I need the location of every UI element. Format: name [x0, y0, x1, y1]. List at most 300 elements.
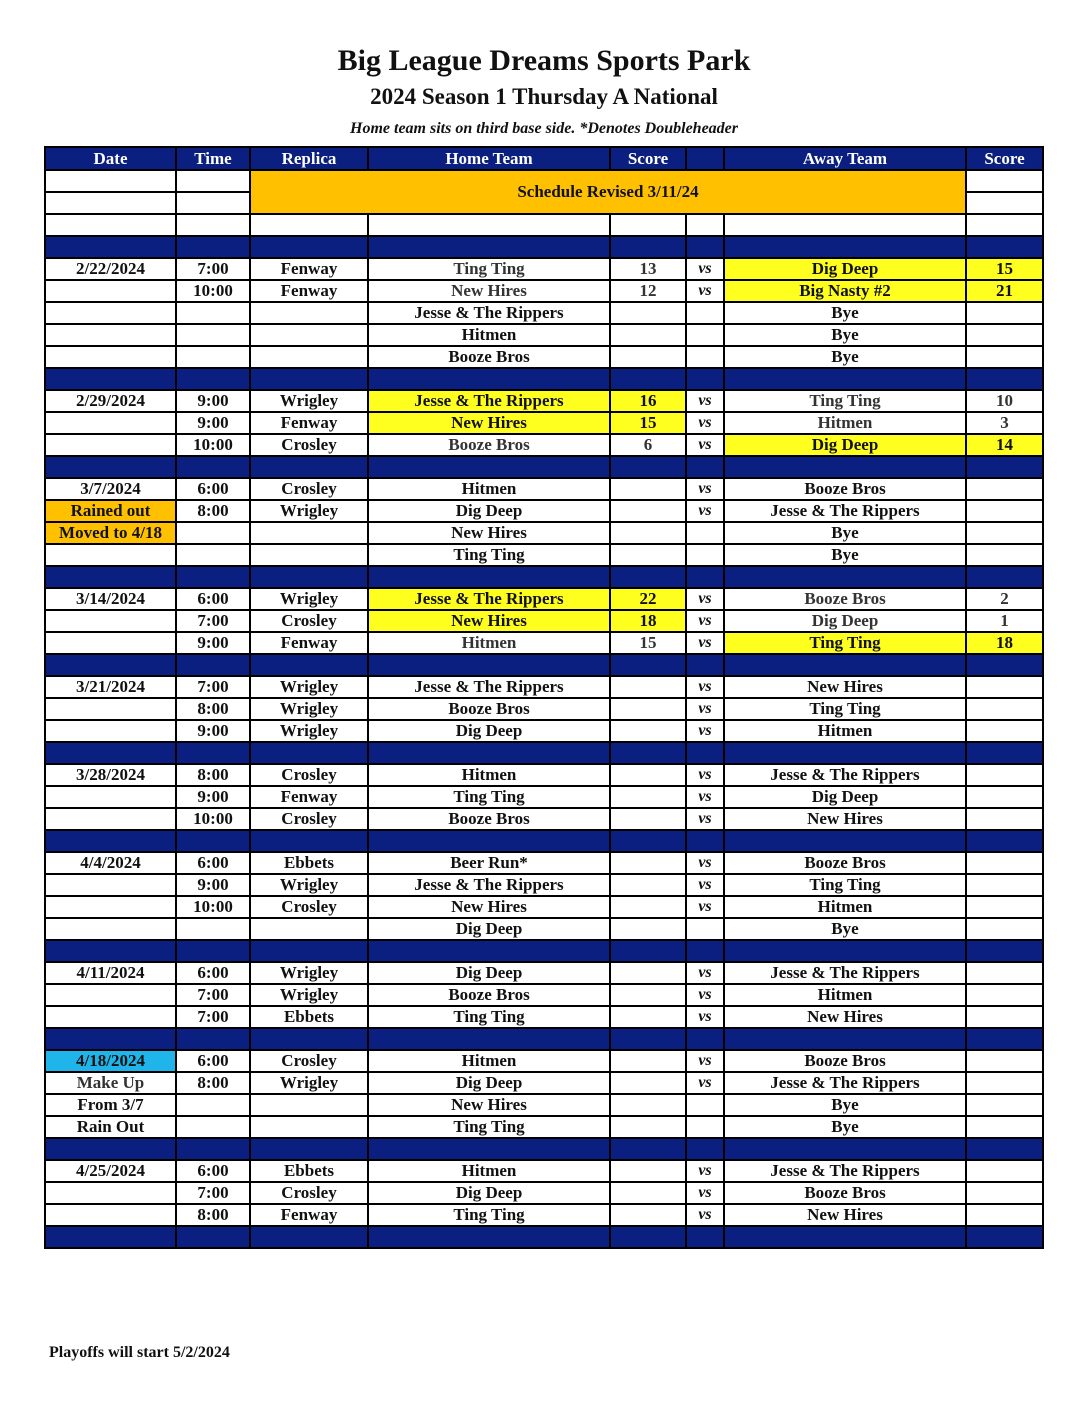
schedule-table: [44, 146, 1044, 1249]
game-date: 3/7/2024: [45, 478, 176, 500]
game-replica-field: [250, 302, 368, 324]
game-replica-field: Fenway: [250, 1204, 368, 1226]
game-time: 6:00: [176, 1160, 250, 1182]
separator-cell: [966, 566, 1043, 588]
vs-label: [686, 346, 724, 368]
game-date: [45, 610, 176, 632]
separator-cell: [45, 456, 176, 478]
home-score: [610, 698, 686, 720]
vs-label: vs: [686, 478, 724, 500]
home-team: New Hires: [368, 1094, 610, 1116]
home-score: [610, 324, 686, 346]
separator-cell: [176, 742, 250, 764]
separator-cell: [686, 654, 724, 676]
vs-label: vs: [686, 896, 724, 918]
away-score: [966, 786, 1043, 808]
separator-cell: [724, 1138, 966, 1160]
separator-cell: [610, 456, 686, 478]
game-date: [45, 346, 176, 368]
separator-cell: [176, 566, 250, 588]
game-row: [45, 302, 1043, 324]
home-team: Dig Deep: [368, 1182, 610, 1204]
home-team: Hitmen: [368, 1160, 610, 1182]
away-team: New Hires: [724, 1204, 966, 1226]
vs-label: vs: [686, 1160, 724, 1182]
game-time: 10:00: [176, 808, 250, 830]
home-score: [610, 896, 686, 918]
game-date: [45, 984, 176, 1006]
separator-cell: [686, 1138, 724, 1160]
game-replica-field: Crosley: [250, 434, 368, 456]
separator-cell: [176, 1028, 250, 1050]
week-separator-row: [45, 1226, 1043, 1248]
col-header-vs: [686, 147, 724, 170]
away-score: [966, 522, 1043, 544]
separator-cell: [686, 236, 724, 258]
game-date: Rained out: [45, 500, 176, 522]
home-team: Hitmen: [368, 1050, 610, 1072]
vs-label: vs: [686, 434, 724, 456]
home-score: [610, 1050, 686, 1072]
home-score: 12: [610, 280, 686, 302]
separator-cell: [724, 368, 966, 390]
vs-label: vs: [686, 610, 724, 632]
home-team: Beer Run*: [368, 852, 610, 874]
separator-cell: [686, 1226, 724, 1248]
home-score: 18: [610, 610, 686, 632]
home-team: Ting Ting: [368, 544, 610, 566]
game-replica-field: Ebbets: [250, 1160, 368, 1182]
separator-cell: [250, 236, 368, 258]
separator-cell: [368, 742, 610, 764]
game-row: [45, 258, 1043, 280]
game-time: [176, 1116, 250, 1138]
col-header-date: Date: [45, 147, 176, 170]
separator-cell: [176, 368, 250, 390]
game-date: From 3/7: [45, 1094, 176, 1116]
game-date: [45, 786, 176, 808]
game-date: 4/18/2024: [45, 1050, 176, 1072]
week-separator-row: [45, 830, 1043, 852]
col-header-time: Time: [176, 147, 250, 170]
separator-cell: [610, 1028, 686, 1050]
blank-cell: [610, 214, 686, 236]
away-team: Bye: [724, 918, 966, 940]
separator-cell: [724, 236, 966, 258]
home-score: 16: [610, 390, 686, 412]
away-team: New Hires: [724, 676, 966, 698]
away-score: [966, 346, 1043, 368]
home-score: 13: [610, 258, 686, 280]
home-team: New Hires: [368, 280, 610, 302]
away-team: Bye: [724, 346, 966, 368]
separator-cell: [368, 830, 610, 852]
vs-label: vs: [686, 984, 724, 1006]
separator-cell: [368, 456, 610, 478]
vs-label: vs: [686, 852, 724, 874]
vs-label: [686, 1094, 724, 1116]
blank-cell: [176, 192, 250, 214]
game-row: [45, 280, 1043, 302]
separator-cell: [724, 566, 966, 588]
game-row: [45, 500, 1043, 522]
game-replica-field: Wrigley: [250, 1072, 368, 1094]
home-score: [610, 764, 686, 786]
away-team: Jesse & The Rippers: [724, 764, 966, 786]
home-score: 15: [610, 632, 686, 654]
game-replica-field: [250, 346, 368, 368]
separator-cell: [368, 1226, 610, 1248]
away-team: Hitmen: [724, 720, 966, 742]
blank-cell: [966, 170, 1043, 192]
away-score: 3: [966, 412, 1043, 434]
game-row: [45, 390, 1043, 412]
away-score: [966, 962, 1043, 984]
vs-label: vs: [686, 1204, 724, 1226]
vs-label: vs: [686, 874, 724, 896]
separator-cell: [368, 940, 610, 962]
vs-label: vs: [686, 962, 724, 984]
game-replica-field: Wrigley: [250, 698, 368, 720]
game-time: 8:00: [176, 764, 250, 786]
separator-cell: [368, 236, 610, 258]
game-date: Moved to 4/18: [45, 522, 176, 544]
schedule-body: [45, 170, 1043, 1248]
game-date: [45, 698, 176, 720]
separator-cell: [966, 940, 1043, 962]
game-date: 2/22/2024: [45, 258, 176, 280]
vs-label: vs: [686, 698, 724, 720]
game-replica-field: Crosley: [250, 896, 368, 918]
home-team: Booze Bros: [368, 984, 610, 1006]
game-row: [45, 588, 1043, 610]
game-replica-field: [250, 1116, 368, 1138]
game-replica-field: Crosley: [250, 610, 368, 632]
separator-cell: [45, 1226, 176, 1248]
game-replica-field: Wrigley: [250, 962, 368, 984]
game-row: [45, 346, 1043, 368]
game-time: 7:00: [176, 610, 250, 632]
away-score: 15: [966, 258, 1043, 280]
home-score: [610, 720, 686, 742]
game-date: [45, 1204, 176, 1226]
week-separator-row: [45, 742, 1043, 764]
game-replica-field: Ebbets: [250, 1006, 368, 1028]
away-team: New Hires: [724, 1006, 966, 1028]
away-team: Bye: [724, 324, 966, 346]
away-score: 10: [966, 390, 1043, 412]
vs-label: vs: [686, 390, 724, 412]
schedule-revised-banner: Schedule Revised 3/11/24: [250, 170, 966, 214]
separator-cell: [724, 1226, 966, 1248]
game-date: 4/4/2024: [45, 852, 176, 874]
game-replica-field: Fenway: [250, 280, 368, 302]
blank-cell: [45, 214, 176, 236]
game-replica-field: [250, 544, 368, 566]
separator-cell: [724, 940, 966, 962]
blank-cell: [45, 170, 176, 192]
away-team: Hitmen: [724, 984, 966, 1006]
separator-cell: [368, 1028, 610, 1050]
vs-label: [686, 324, 724, 346]
game-row: [45, 764, 1043, 786]
separator-cell: [724, 742, 966, 764]
separator-cell: [966, 456, 1043, 478]
game-replica-field: Crosley: [250, 1182, 368, 1204]
separator-cell: [368, 654, 610, 676]
game-row: [45, 698, 1043, 720]
game-row: [45, 918, 1043, 940]
away-score: [966, 896, 1043, 918]
separator-cell: [45, 368, 176, 390]
away-score: [966, 478, 1043, 500]
home-score: [610, 984, 686, 1006]
game-row: [45, 676, 1043, 698]
game-time: [176, 302, 250, 324]
home-team: Dig Deep: [368, 720, 610, 742]
game-time: 9:00: [176, 720, 250, 742]
away-team: Ting Ting: [724, 390, 966, 412]
away-team: Jesse & The Rippers: [724, 962, 966, 984]
game-replica-field: Fenway: [250, 412, 368, 434]
separator-cell: [610, 742, 686, 764]
game-row: [45, 412, 1043, 434]
separator-cell: [686, 566, 724, 588]
game-replica-field: Crosley: [250, 478, 368, 500]
separator-cell: [45, 1028, 176, 1050]
game-row: [45, 1160, 1043, 1182]
blank-cell: [176, 170, 250, 192]
separator-cell: [686, 742, 724, 764]
banner-row: [45, 170, 1043, 192]
home-score: 15: [610, 412, 686, 434]
game-time: 9:00: [176, 786, 250, 808]
blank-row: [45, 214, 1043, 236]
away-team: Jesse & The Rippers: [724, 500, 966, 522]
week-separator-row: [45, 1028, 1043, 1050]
separator-cell: [176, 456, 250, 478]
away-score: 2: [966, 588, 1043, 610]
separator-cell: [686, 456, 724, 478]
home-score: [610, 1072, 686, 1094]
game-replica-field: Wrigley: [250, 874, 368, 896]
game-row: [45, 478, 1043, 500]
vs-label: [686, 522, 724, 544]
game-date: 3/28/2024: [45, 764, 176, 786]
home-team: Booze Bros: [368, 434, 610, 456]
away-team: Ting Ting: [724, 698, 966, 720]
game-replica-field: Wrigley: [250, 500, 368, 522]
away-score: [966, 324, 1043, 346]
home-score: [610, 478, 686, 500]
home-team: Hitmen: [368, 478, 610, 500]
home-team: Jesse & The Rippers: [368, 390, 610, 412]
away-team: Big Nasty #2: [724, 280, 966, 302]
away-team: Dig Deep: [724, 610, 966, 632]
home-score: [610, 918, 686, 940]
game-time: 6:00: [176, 852, 250, 874]
game-date: [45, 544, 176, 566]
away-score: 21: [966, 280, 1043, 302]
away-team: Booze Bros: [724, 1182, 966, 1204]
away-score: 1: [966, 610, 1043, 632]
home-score: [610, 1094, 686, 1116]
home-score: [610, 1182, 686, 1204]
home-score: [610, 302, 686, 324]
game-time: 8:00: [176, 500, 250, 522]
vs-label: vs: [686, 808, 724, 830]
home-score: [610, 676, 686, 698]
game-row: [45, 896, 1043, 918]
game-replica-field: Fenway: [250, 632, 368, 654]
game-time: 9:00: [176, 632, 250, 654]
home-team: Ting Ting: [368, 1116, 610, 1138]
separator-cell: [610, 368, 686, 390]
away-score: [966, 852, 1043, 874]
away-score: [966, 720, 1043, 742]
game-row: [45, 852, 1043, 874]
home-team: New Hires: [368, 896, 610, 918]
separator-cell: [176, 654, 250, 676]
away-score: [966, 1116, 1043, 1138]
vs-label: vs: [686, 720, 724, 742]
away-team: Jesse & The Rippers: [724, 1160, 966, 1182]
away-score: 18: [966, 632, 1043, 654]
separator-cell: [176, 236, 250, 258]
blank-cell: [176, 214, 250, 236]
separator-cell: [610, 566, 686, 588]
away-team: Ting Ting: [724, 632, 966, 654]
game-time: 10:00: [176, 434, 250, 456]
game-date: [45, 808, 176, 830]
separator-cell: [45, 1138, 176, 1160]
separator-cell: [250, 1226, 368, 1248]
game-date: [45, 1182, 176, 1204]
vs-label: vs: [686, 676, 724, 698]
home-score: [610, 874, 686, 896]
separator-cell: [610, 654, 686, 676]
col-header-home-team: Home Team: [368, 147, 610, 170]
week-separator-row: [45, 940, 1043, 962]
away-team: Booze Bros: [724, 478, 966, 500]
home-team: Booze Bros: [368, 346, 610, 368]
away-team: New Hires: [724, 808, 966, 830]
page-subtitle: 2024 Season 1 Thursday A National: [370, 84, 718, 109]
vs-label: vs: [686, 280, 724, 302]
separator-cell: [250, 940, 368, 962]
vs-label: vs: [686, 1006, 724, 1028]
game-row: [45, 984, 1043, 1006]
home-team: Ting Ting: [368, 258, 610, 280]
vs-label: vs: [686, 258, 724, 280]
blank-cell: [966, 192, 1043, 214]
game-row: [45, 786, 1043, 808]
home-score: [610, 500, 686, 522]
separator-cell: [368, 1138, 610, 1160]
home-score: [610, 1116, 686, 1138]
game-time: 8:00: [176, 1204, 250, 1226]
game-row: [45, 1050, 1043, 1072]
game-row: [45, 610, 1043, 632]
vs-label: [686, 1116, 724, 1138]
separator-cell: [966, 742, 1043, 764]
game-row: [45, 962, 1043, 984]
game-date: Rain Out: [45, 1116, 176, 1138]
game-row: [45, 1204, 1043, 1226]
home-team: Booze Bros: [368, 808, 610, 830]
vs-label: vs: [686, 588, 724, 610]
game-replica-field: [250, 1094, 368, 1116]
vs-label: vs: [686, 1182, 724, 1204]
separator-cell: [686, 830, 724, 852]
separator-cell: [45, 236, 176, 258]
away-score: [966, 302, 1043, 324]
game-time: 8:00: [176, 1072, 250, 1094]
game-row: [45, 808, 1043, 830]
game-replica-field: Ebbets: [250, 852, 368, 874]
game-row: [45, 1072, 1043, 1094]
game-row: [45, 1182, 1043, 1204]
separator-cell: [610, 1138, 686, 1160]
week-separator-row: [45, 368, 1043, 390]
away-score: [966, 1094, 1043, 1116]
home-score: [610, 962, 686, 984]
game-time: 9:00: [176, 390, 250, 412]
game-time: 10:00: [176, 280, 250, 302]
blank-cell: [45, 192, 176, 214]
blank-cell: [724, 214, 966, 236]
col-header-away-score: Score: [966, 147, 1043, 170]
away-score: [966, 1160, 1043, 1182]
home-team: Hitmen: [368, 632, 610, 654]
home-score: [610, 1204, 686, 1226]
game-replica-field: Crosley: [250, 1050, 368, 1072]
game-replica-field: [250, 918, 368, 940]
separator-cell: [250, 654, 368, 676]
week-separator-row: [45, 1138, 1043, 1160]
home-score: [610, 1006, 686, 1028]
home-team: Ting Ting: [368, 786, 610, 808]
home-score: [610, 852, 686, 874]
separator-cell: [176, 1226, 250, 1248]
page-title: Big League Dreams Sports Park: [337, 44, 751, 77]
separator-cell: [250, 368, 368, 390]
vs-label: vs: [686, 786, 724, 808]
home-team: Dig Deep: [368, 1072, 610, 1094]
game-row: [45, 1094, 1043, 1116]
away-score: [966, 984, 1043, 1006]
separator-cell: [966, 1028, 1043, 1050]
separator-cell: [686, 368, 724, 390]
week-separator-row: [45, 654, 1043, 676]
game-date: [45, 302, 176, 324]
away-team: Bye: [724, 302, 966, 324]
home-team: New Hires: [368, 610, 610, 632]
separator-cell: [250, 1138, 368, 1160]
home-team: Jesse & The Rippers: [368, 676, 610, 698]
week-separator-row: [45, 236, 1043, 258]
game-time: 7:00: [176, 1182, 250, 1204]
away-score: [966, 500, 1043, 522]
separator-cell: [966, 1226, 1043, 1248]
blank-cell: [686, 214, 724, 236]
game-replica-field: [250, 324, 368, 346]
away-score: [966, 1204, 1043, 1226]
home-team: Jesse & The Rippers: [368, 874, 610, 896]
home-team: Jesse & The Rippers: [368, 588, 610, 610]
game-replica-field: Fenway: [250, 258, 368, 280]
game-date: [45, 874, 176, 896]
